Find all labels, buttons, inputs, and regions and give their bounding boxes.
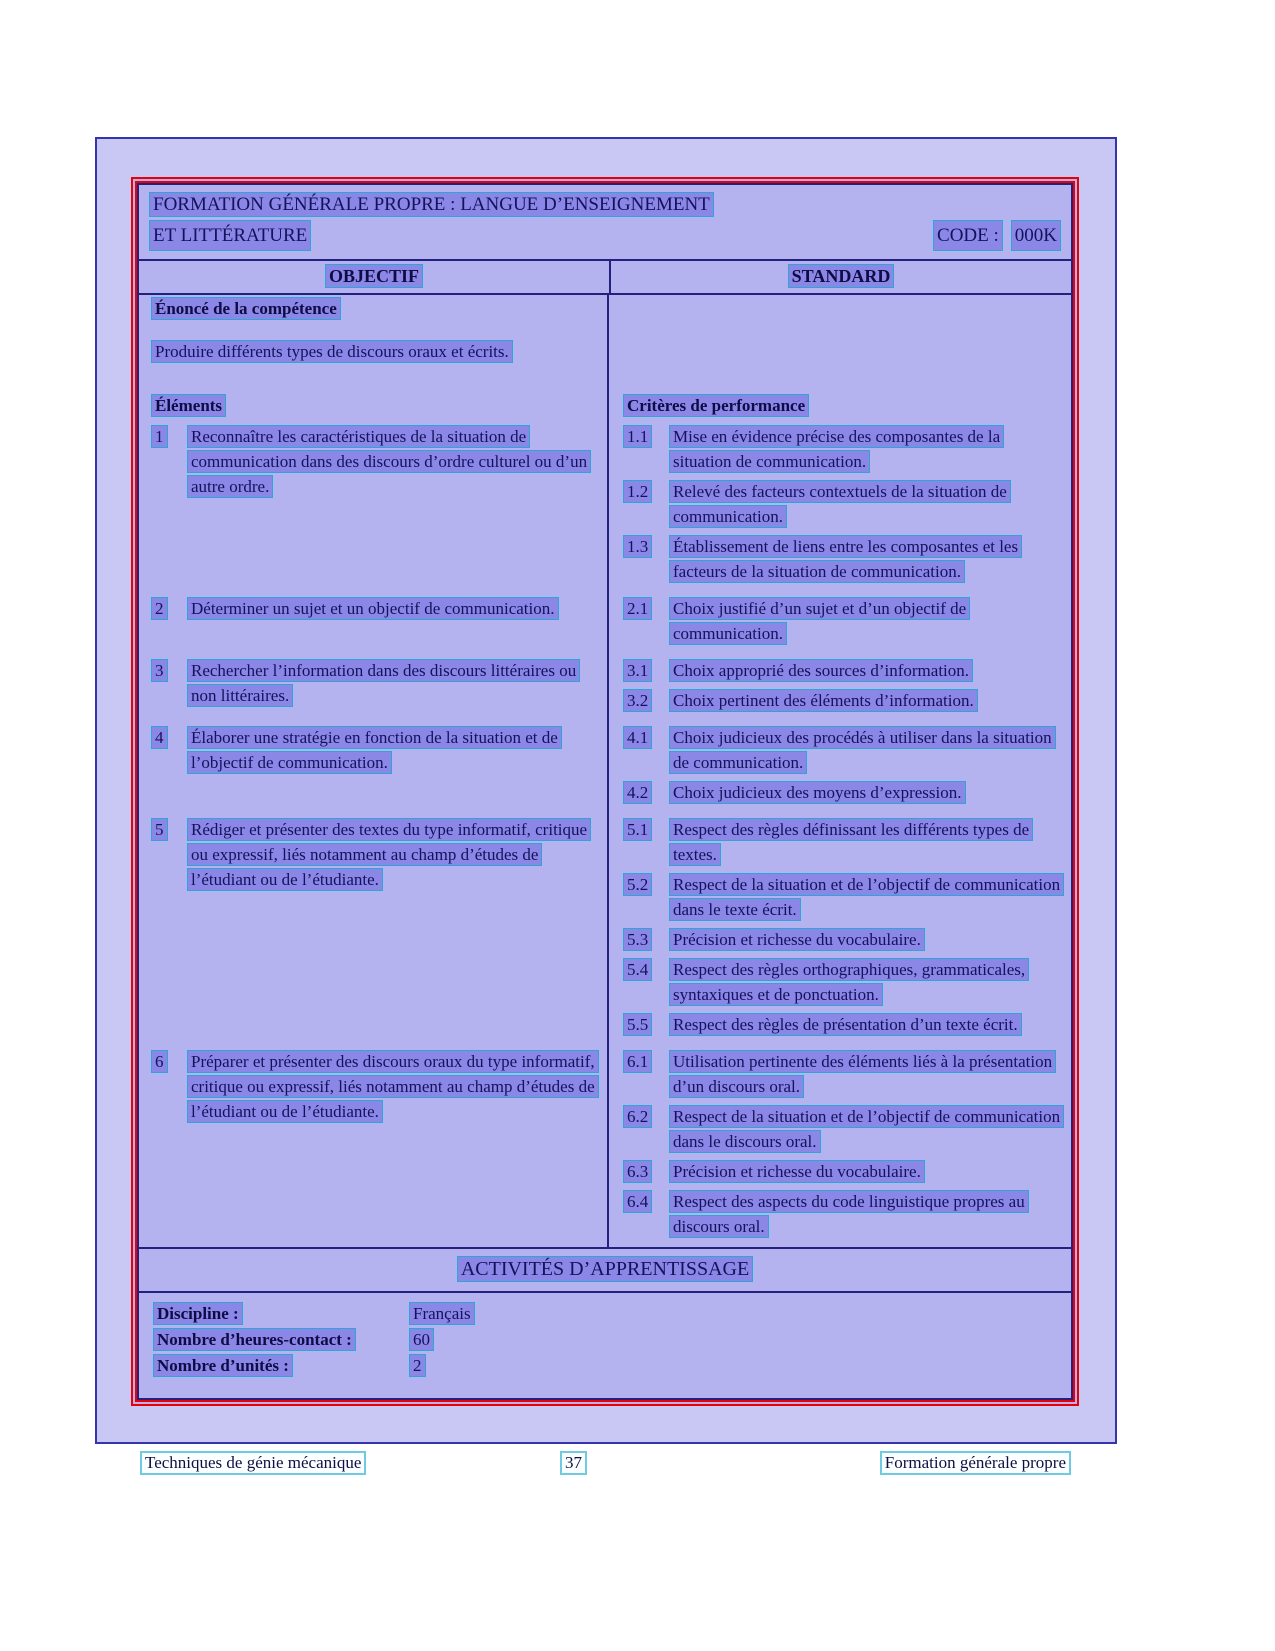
element-text: Préparer et présenter des discours oraux du type informatif, critique ou expressif, liés notamment au champ d’études de l’étudiant ou de l’étudiante. xyxy=(187,1050,599,1123)
doc-title-line1: FORMATION GÉNÉRALE PROPRE : LANGUE D’ENSEIGNEMENT xyxy=(149,192,714,217)
element-row-4 xyxy=(139,721,609,813)
footer-program-title: Techniques de génie mécanique xyxy=(140,1451,366,1475)
element-row-1 xyxy=(139,420,609,592)
red-frame-outer xyxy=(131,177,1079,1406)
details-section xyxy=(139,1293,1071,1398)
criterion-text: Respect de la situation et de l’objectif de communication dans le discours oral. xyxy=(669,1105,1064,1153)
criterion-text: Respect des règles orthographiques, grammaticales, syntaxiques et de ponctuation. xyxy=(669,958,1029,1006)
document-header xyxy=(139,185,1071,261)
page-footer xyxy=(0,1451,1275,1475)
enonce-right-empty xyxy=(609,295,1071,386)
element-number: 5 xyxy=(151,818,168,841)
document-sheet xyxy=(95,137,1117,1444)
activities-heading: ACTIVITÉS D’APPRENTISSAGE xyxy=(457,1256,753,1282)
criteria-row-3 xyxy=(609,654,1071,721)
heures-contact-label: Nombre d’heures-contact : xyxy=(153,1328,356,1351)
criteria-row-5 xyxy=(609,813,1071,1045)
criterion-text: Respect des règles définissant les différents types de textes. xyxy=(669,818,1033,866)
criterion-number: 6.3 xyxy=(623,1160,652,1183)
criterion-number: 6.4 xyxy=(623,1190,652,1213)
criterion-text: Respect de la situation et de l’objectif de communication dans le texte écrit. xyxy=(669,873,1064,921)
criterion-text: Choix pertinent des éléments d’information. xyxy=(669,689,978,712)
criterion-text: Choix judicieux des procédés à utiliser dans la situation de communication. xyxy=(669,726,1056,774)
criterion-number: 5.5 xyxy=(623,1013,652,1036)
criterion-text: Choix justifié d’un sujet et d’un objectif de communication. xyxy=(669,597,970,645)
discipline-label: Discipline : xyxy=(153,1302,243,1325)
footer-section-title: Formation générale propre xyxy=(880,1451,1071,1475)
col-header-standard: STANDARD xyxy=(788,264,895,288)
criteres-heading: Critères de performance xyxy=(623,394,809,417)
unites-label: Nombre d’unités : xyxy=(153,1354,293,1377)
criterion-text: Établissement de liens entre les composantes et les facteurs de la situation de communication. xyxy=(669,535,1022,583)
code-label: CODE : xyxy=(933,220,1003,251)
element-text: Déterminer un sujet et un objectif de communication. xyxy=(187,597,559,620)
criterion-number: 6.1 xyxy=(623,1050,652,1073)
detail-row-unites xyxy=(153,1354,1057,1378)
elements-heading: Éléments xyxy=(151,394,226,417)
criterion-number: 5.3 xyxy=(623,928,652,951)
criterion-number: 4.2 xyxy=(623,781,652,804)
criterion-number: 6.2 xyxy=(623,1105,652,1128)
criteria-row-4 xyxy=(609,721,1071,813)
criterion-number: 4.1 xyxy=(623,726,652,749)
element-row-3 xyxy=(139,654,609,721)
element-text: Rédiger et présenter des textes du type informatif, critique ou expressif, liés notamment au champ d’études de l’étudiant ou de l’étudiante. xyxy=(187,818,591,891)
criterion-text: Choix judicieux des moyens d’expression. xyxy=(669,781,966,804)
element-row-2 xyxy=(139,592,609,654)
criterion-number: 1.3 xyxy=(623,535,652,558)
element-number: 2 xyxy=(151,597,168,620)
objectif-standard-body xyxy=(139,295,1071,1247)
detail-row-discipline xyxy=(153,1302,1057,1326)
criteria-row-6 xyxy=(609,1045,1071,1247)
criterion-number: 3.1 xyxy=(623,659,652,682)
col-header-objectif: OBJECTIF xyxy=(325,264,423,288)
criterion-text: Respect des aspects du code linguistique propres au discours oral. xyxy=(669,1190,1029,1238)
page-number: 37 xyxy=(560,1451,587,1475)
criteria-row-2 xyxy=(609,592,1071,654)
criterion-number: 1.2 xyxy=(623,480,652,503)
doc-title-line2: ET LITTÉRATURE xyxy=(149,220,311,251)
criterion-number: 5.2 xyxy=(623,873,652,896)
activities-band xyxy=(139,1247,1071,1293)
criterion-number: 3.2 xyxy=(623,689,652,712)
element-number: 3 xyxy=(151,659,168,682)
criterion-number: 2.1 xyxy=(623,597,652,620)
criterion-number: 5.1 xyxy=(623,818,652,841)
criterion-text: Précision et richesse du vocabulaire. xyxy=(669,1160,925,1183)
criterion-text: Choix approprié des sources d’information. xyxy=(669,659,973,682)
element-number: 1 xyxy=(151,425,168,448)
discipline-value: Français xyxy=(409,1302,475,1325)
heures-contact-value: 60 xyxy=(409,1328,434,1351)
elements-heading-cell xyxy=(139,386,609,420)
enonce-heading: Énoncé de la compétence xyxy=(151,297,341,320)
table-content xyxy=(137,183,1073,1400)
element-number: 4 xyxy=(151,726,168,749)
criteres-heading-cell xyxy=(609,386,1071,420)
enonce-block xyxy=(139,295,609,386)
criterion-text: Utilisation pertinente des éléments liés à la présentation d’un discours oral. xyxy=(669,1050,1056,1098)
enonce-text: Produire différents types de discours oraux et écrits. xyxy=(151,340,513,363)
criterion-text: Précision et richesse du vocabulaire. xyxy=(669,928,925,951)
element-number: 6 xyxy=(151,1050,168,1073)
unites-value: 2 xyxy=(409,1354,426,1377)
element-text: Élaborer une stratégie en fonction de la situation et de l’objectif de communication. xyxy=(187,726,562,774)
element-row-5 xyxy=(139,813,609,1045)
element-text: Rechercher l’information dans des discours littéraires ou non littéraires. xyxy=(187,659,580,707)
code-value: 000K xyxy=(1011,220,1061,251)
element-row-6 xyxy=(139,1045,609,1247)
element-text: Reconnaître les caractéristiques de la situation de communication dans des discours d’ordre culturel ou d’un autre ordre. xyxy=(187,425,591,498)
column-headers xyxy=(139,261,1071,295)
criterion-number: 5.4 xyxy=(623,958,652,981)
detail-row-heures xyxy=(153,1328,1057,1352)
criterion-text: Mise en évidence précise des composantes de la situation de communication. xyxy=(669,425,1004,473)
criteria-row-1 xyxy=(609,420,1071,592)
red-frame-inner xyxy=(135,181,1075,1402)
criterion-text: Respect des règles de présentation d’un texte écrit. xyxy=(669,1013,1022,1036)
criterion-text: Relevé des facteurs contextuels de la situation de communication. xyxy=(669,480,1011,528)
criterion-number: 1.1 xyxy=(623,425,652,448)
